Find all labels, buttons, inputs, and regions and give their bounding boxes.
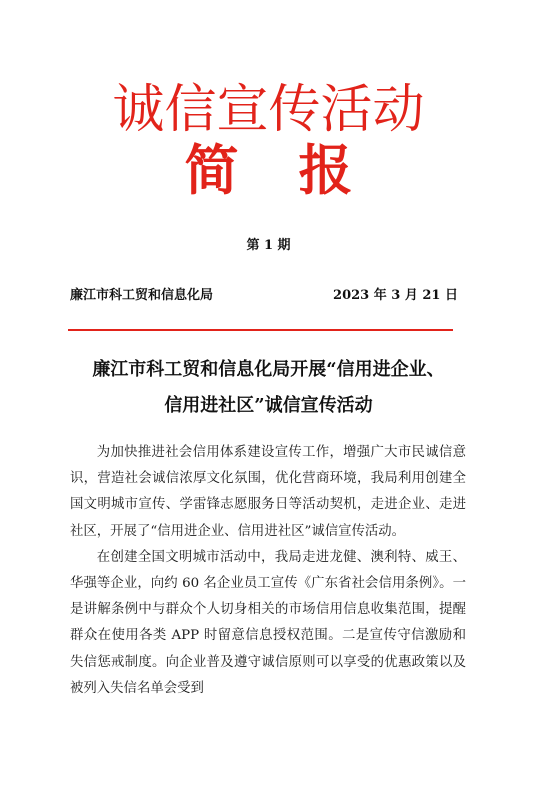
paragraph: 在创建全国文明城市活动中，我局走进龙健、澳利特、威王、华强等企业，向约 60 名企业员工宣传《广东省社会信用条例》。一是讲解条例中与群众个人切身相关的市场信用信息收集范围，提醒群众在使用各类 APP 时留意信息授权范围。二是宣传守信激励和失信惩戒制度。向企业普及遵守诚信原则可以享受的优惠政策以及被列入失信名单会受到 <box>70 549 466 696</box>
headline-line-1: 廉江市科工贸和信息化局开展“信用进企业、 <box>92 359 445 380</box>
article-headline <box>50 352 487 424</box>
paragraph: 为加快推进社会信用体系建设宣传工作，增强广大市民诚信意识，营造社会诚信浓厚文化氛围，优化营商环境，我局利用创建全国文明城市宣传、学雷锋志愿服务日等活动契机，走进企业、走进社区，开展了“信用进企业、信用进社区”诚信宣传活动。 <box>70 445 466 539</box>
headline-line-2: 信用进社区”诚信宣传活动 <box>164 395 373 416</box>
issue-number: 第 1 期 <box>246 238 291 253</box>
masthead-title: 诚信宣传活动 <box>112 80 425 140</box>
red-divider <box>68 329 453 331</box>
meta-row <box>70 286 458 306</box>
masthead-subtitle: 简报 <box>184 138 413 202</box>
issue-date: 2023 年 3 月 21 日 <box>333 288 458 303</box>
article-body <box>70 440 466 702</box>
issuing-organization: 廉江市科工贸和信息化局 <box>70 288 214 303</box>
